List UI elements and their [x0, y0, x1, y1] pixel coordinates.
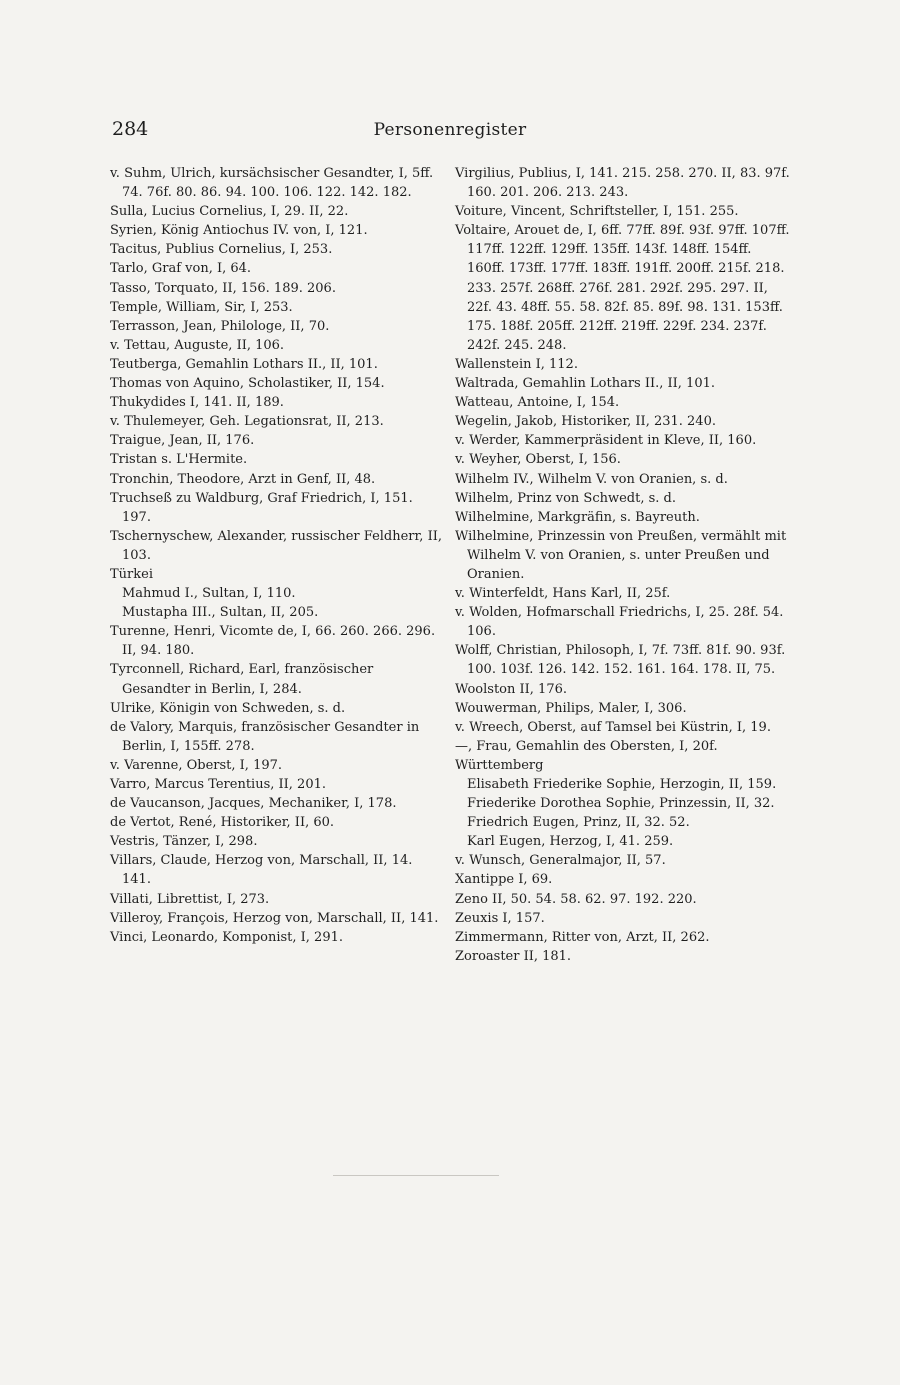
- index-entry: Wilhelm IV., Wilhelm V. von Oranien, s. d.: [455, 471, 728, 487]
- index-entry: Teutberga, Gemahlin Lothars II., II, 101.: [110, 356, 378, 372]
- index-entry: v. Suhm, Ulrich, kursächsischer Gesandter, I, 5ff. 74. 76f. 80. 86. 94. 100. 106. 122. 142. 182.: [110, 166, 434, 201]
- index-entry: Tasso, Torquato, II, 156. 189. 206.: [110, 280, 336, 296]
- index-entry: Zeno II, 50. 54. 58. 62. 97. 192. 220.: [455, 891, 697, 907]
- index-entry: Thomas von Aquino, Scholastiker, II, 154.: [110, 376, 385, 392]
- index-entry: de Vertot, René, Historiker, II, 60.: [110, 815, 335, 831]
- index-entry: Syrien, König Antiochus IV. von, I, 121.: [110, 223, 368, 239]
- index-entry: Terrasson, Jean, Philologe, II, 70.: [110, 318, 330, 334]
- index-entry: Villars, Claude, Herzog von, Marschall, II, 14. 141.: [110, 853, 413, 888]
- index-entry: Wallenstein I, 112.: [455, 356, 578, 372]
- index-entry: Tristan s. L'Hermite.: [110, 452, 248, 468]
- index-entry: Vestris, Tänzer, I, 298.: [110, 834, 258, 850]
- index-entry: Virgilius, Publius, I, 141. 215. 258. 270. II, 83. 97f. 160. 201. 206. 213. 243.: [455, 166, 790, 201]
- index-column-left: [110, 164, 442, 947]
- index-entry: v. Wunsch, Generalmajor, II, 57.: [455, 853, 666, 869]
- index-entry: Elisabeth Friederike Sophie, Herzogin, II, 159.: [467, 777, 777, 792]
- index-entry: Württemberg: [455, 757, 544, 773]
- index-entry: Traigue, Jean, II, 176.: [110, 433, 255, 449]
- index-entry: v. Thulemeyer, Geh. Legationsrat, II, 213.: [110, 414, 384, 430]
- page-number: 284: [112, 118, 149, 140]
- index-entry: v. Wolden, Hofmarschall Friedrichs, I, 25. 28f. 54. 106.: [455, 605, 784, 640]
- index-entry: Mahmud I., Sultan, I, 110.: [122, 586, 296, 602]
- index-entry: Mustapha III., Sultan, II, 205.: [122, 605, 319, 621]
- index-entry: Ulrike, Königin von Schweden, s. d.: [110, 700, 346, 716]
- index-entry: Vinci, Leonardo, Komponist, I, 291.: [110, 929, 343, 945]
- index-entry: Woolston II, 176.: [455, 681, 567, 697]
- index-entry: Tacitus, Publius Cornelius, I, 253.: [110, 242, 333, 258]
- index-entry: Villeroy, François, Herzog von, Marschall, II, 141.: [110, 910, 439, 926]
- bottom-rule: [333, 1175, 499, 1176]
- index-entry: v. Werder, Kammerpräsident in Kleve, II, 160.: [455, 433, 757, 449]
- index-entry: Türkei: [110, 566, 153, 582]
- index-entry: de Valory, Marquis, französischer Gesandter in Berlin, I, 155ff. 278.: [110, 719, 420, 754]
- index-entry: Wegelin, Jakob, Historiker, II, 231. 240.: [455, 414, 716, 430]
- index-entry: Voltaire, Arouet de, I, 6ff. 77ff. 89f. 93f. 97ff. 107ff. 117ff. 122ff. 129ff. 135ff. 143f. 148ff. 154ff. 160ff. 173ff. 177ff. 183ff. 191ff. 200ff. 215f. 218. 233. 257f. 268ff. 276f. 281. 292f. 295. 297. II, 22f. 43. 48ff. 55. 58. 82f. 85. 89f. 98. 131. 153ff. 175. 188f. 205ff. 212ff. 219ff. 229f. 234. 237f. 242f. 245. 248.: [455, 223, 790, 353]
- index-entry: Waltrada, Gemahlin Lothars II., II, 101.: [455, 376, 715, 392]
- index-entry: Temple, William, Sir, I, 253.: [110, 299, 293, 315]
- index-entry: Wilhelmine, Prinzessin von Preußen, vermählt mit Wilhelm V. von Oranien, s. unter Preußen und Oranien.: [455, 528, 787, 582]
- index-entry: Varro, Marcus Terentius, II, 201.: [110, 777, 327, 792]
- index-entry: Karl Eugen, Herzog, I, 41. 259.: [467, 834, 674, 850]
- index-entry: Wilhelmine, Markgräfin, s. Bayreuth.: [455, 509, 700, 525]
- index-entry: Xantippe I, 69.: [455, 872, 553, 888]
- index-entry: Thukydides I, 141. II, 189.: [110, 395, 284, 411]
- index-entry: Villati, Librettist, I, 273.: [110, 891, 270, 907]
- index-entry: Friedrich Eugen, Prinz, II, 32. 52.: [467, 815, 690, 831]
- index-column-right: [455, 164, 793, 966]
- index-entry: Voiture, Vincent, Schriftsteller, I, 151. 255.: [455, 204, 739, 220]
- index-entry: —, Frau, Gemahlin des Obersten, I, 20f.: [455, 738, 718, 754]
- index-entry: Tarlo, Graf von, I, 64.: [110, 261, 252, 277]
- index-entry: v. Weyher, Oberst, I, 156.: [455, 452, 621, 468]
- index-entry: v. Winterfeldt, Hans Karl, II, 25f.: [455, 586, 671, 602]
- index-entry: Watteau, Antoine, I, 154.: [455, 395, 620, 411]
- index-entry: Turenne, Henri, Vicomte de, I, 66. 260. 266. 296. II, 94. 180.: [110, 624, 436, 659]
- index-entry: Wouwerman, Philips, Maler, I, 306.: [455, 700, 687, 716]
- index-entry: v. Varenne, Oberst, I, 197.: [110, 757, 283, 773]
- index-entry: Zoroaster II, 181.: [455, 948, 572, 964]
- index-entry: Wolff, Christian, Philosoph, I, 7f. 73ff. 81f. 90. 93f. 100. 103f. 126. 142. 152. 161. 164. 178. II, 75.: [455, 643, 786, 678]
- index-entry: Wilhelm, Prinz von Schwedt, s. d.: [455, 490, 676, 506]
- index-entry: Tschernyschew, Alexander, russischer Feldherr, II, 103.: [110, 528, 442, 563]
- index-entry: v. Tettau, Auguste, II, 106.: [110, 337, 285, 353]
- running-head: Personenregister: [373, 120, 527, 140]
- index-entry: de Vaucanson, Jacques, Mechaniker, I, 178.: [110, 796, 397, 812]
- index-entry: Zeuxis I, 157.: [455, 910, 545, 926]
- index-entry: Truchseß zu Waldburg, Graf Friedrich, I, 151. 197.: [110, 490, 413, 525]
- index-entry: v. Wreech, Oberst, auf Tamsel bei Küstrin, I, 19.: [455, 719, 771, 735]
- index-entry: Friederike Dorothea Sophie, Prinzessin, II, 32.: [467, 796, 775, 812]
- index-entry: Tronchin, Theodore, Arzt in Genf, II, 48.: [110, 471, 376, 487]
- index-entry: Tyrconnell, Richard, Earl, französischer Gesandter in Berlin, I, 284.: [110, 662, 374, 697]
- index-entry: Zimmermann, Ritter von, Arzt, II, 262.: [455, 929, 710, 945]
- index-entry: Sulla, Lucius Cornelius, I, 29. II, 22.: [110, 204, 349, 220]
